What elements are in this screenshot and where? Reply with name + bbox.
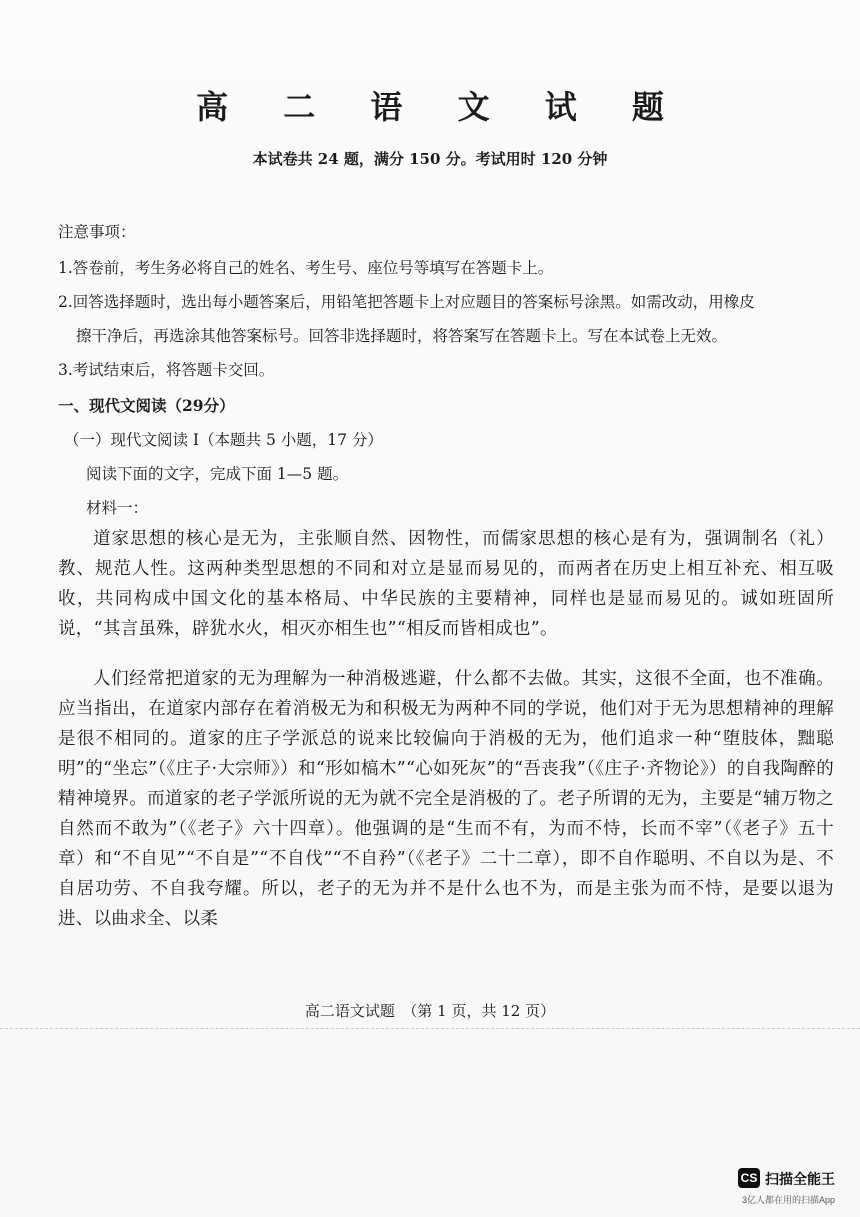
- passage-paragraph-1: 道家思想的核心是无为，主张顺自然、因物性，而儒家思想的核心是有为，强调制名（礼）教、规范人性。这两种类型思想的不同和对立是显而易见的，而两者在历史上相互补充、相互吸收，共同构成中国文化的基本格局、中华民族的主要精神，同样也是显而易见的。诚如班固所说，“其言虽殊，辟犹水火，相灭亦相生也”“相反而皆相成也”。: [58, 529, 834, 639]
- notes-item-2: 2.回答选择题时，选出每小题答案后，用铅笔把答题卡上对应题目的答案标号涂黑。如需改动，用橡皮: [58, 293, 755, 311]
- scanner-logo-icon: CS: [738, 1168, 760, 1188]
- subsection-heading: （一）现代文阅读 I（本题共 5 小题，17 分）: [64, 431, 383, 449]
- page-footer: 高二语文试题 （第 1 页，共 12 页）: [304, 1002, 556, 1020]
- notes-item-3: 3.考试结束后，将答题卡交回。: [58, 361, 275, 379]
- divider: [0, 1028, 860, 1029]
- notes-item-2-continued: 擦干净后，再选涂其他答案标号。回答非选择题时，将答案写在答题卡上。写在本试卷上无效。: [76, 327, 728, 345]
- section-heading: 一、现代文阅读（29分）: [58, 396, 235, 415]
- reading-instruction: 阅读下面的文字，完成下面 1—5 题。: [86, 465, 349, 483]
- page-title: 高 二 语 文 试 题: [196, 88, 686, 126]
- notes-item-1: 1.答卷前，考生务必将自己的姓名、考生号、座位号等填写在答题卡上。: [58, 259, 554, 277]
- material-label: 材料一：: [86, 499, 149, 517]
- notes-heading: 注意事项：: [58, 223, 136, 241]
- scanner-watermark-tagline: 3亿人都在用的扫描App: [742, 1195, 836, 1205]
- passage-paragraph-2: 人们经常把道家的无为理解为一种消极逃避，什么都不去做。其实，这很不全面，也不准确。应当指出，在道家内部存在着消极无为和积极无为两种不同的学说，他们对于无为思想精神的理解是很不相同的。道家的庄子学派总的说来比较偏向于消极的无为，他们追求一种“堕肢体，黜聪明”的“坐忘”（《庄子·大宗师》）和“形如槁木”“心如死灰”的“吾丧我”（《庄子·齐物论》）的自我陶醉的精神境界。而道家的老子学派所说的无为就不完全是消极的了。老子所谓的无为，主要是“辅万物之自然而不敢为”（《老子》六十四章）。他强调的是“生而不有，为而不恃，长而不宰”（《老子》五十章）和“不自见”“不自是”“不自伐”“不自矜”（《老子》二十二章），即不自作聪明、不自以为是、不自居功劳、不自我夸耀。所以，老子的无为并不是什么也不为，而是主张为而不恃，是要以退为进、以曲求全、以柔: [58, 669, 834, 929]
- exam-info: 本试卷共 24 题，满分 150 分。考试用时 120 分钟: [252, 150, 608, 168]
- scanner-watermark-name: 扫描全能王: [765, 1171, 835, 1187]
